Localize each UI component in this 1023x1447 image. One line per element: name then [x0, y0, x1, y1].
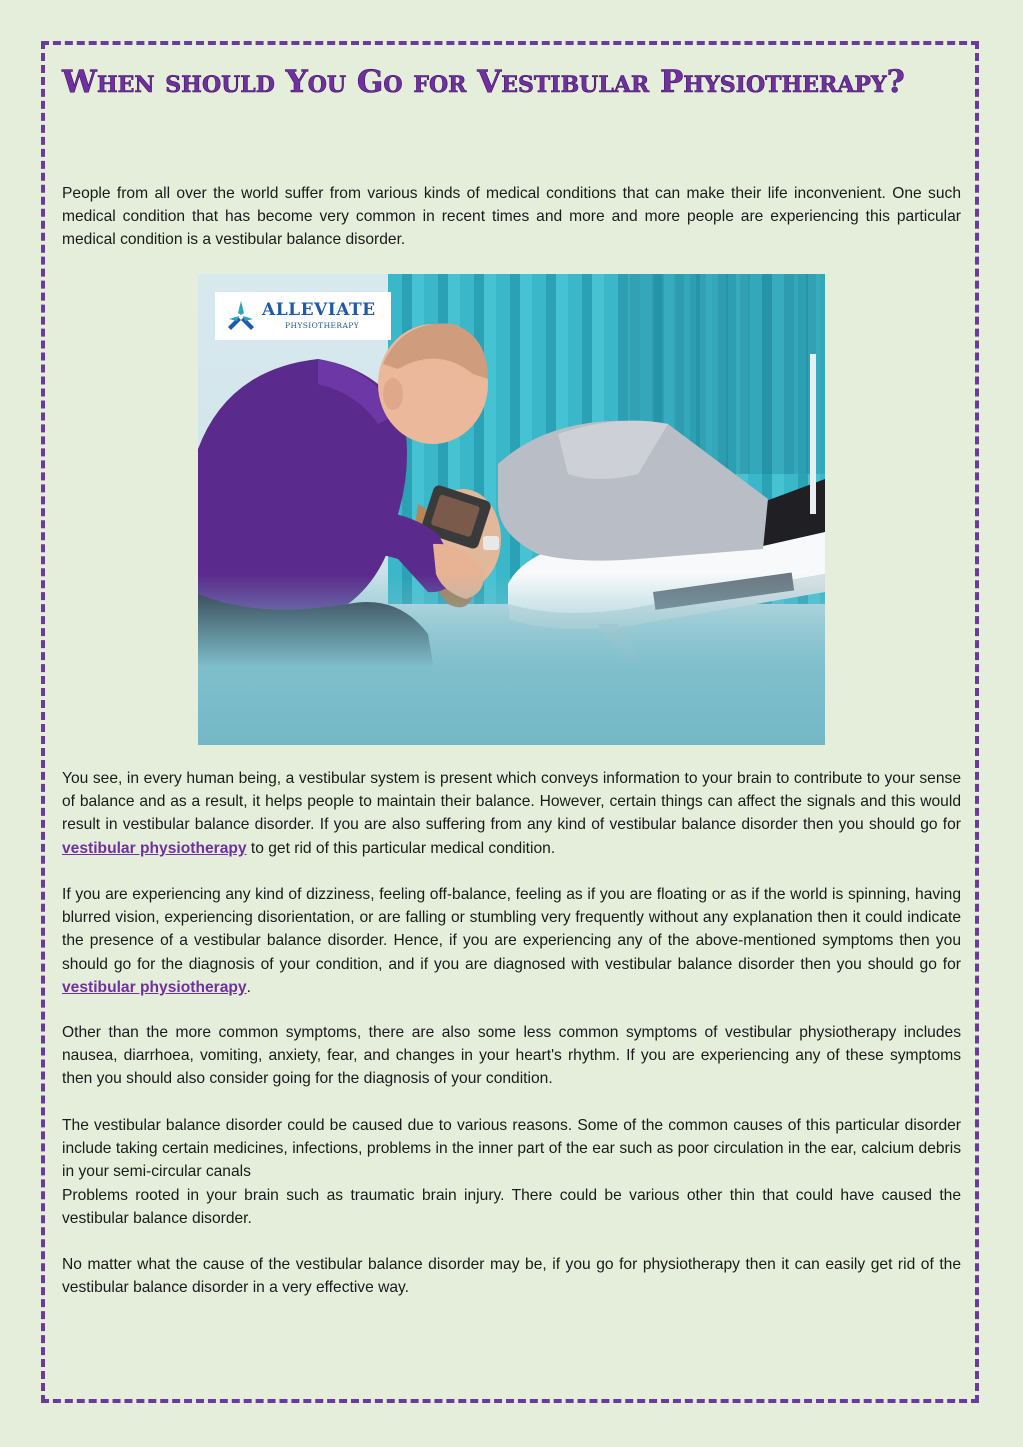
intro-paragraph: People from all over the world suffer from various kinds of medical conditions that can make their life inconvenient. One such medical condition that has become very common in recent times and more and more people are experiencing this particular medical condition is a vestibular balance disorder. — [62, 185, 961, 249]
paragraph-1-text: You see, in every human being, a vestibular system is present which conveys information to your brain to contribute to your sense of balance and as a result, it helps people to maintain their balance. However, certain things can affect the signals and this would result in vestibular balance disorder. If you are also suffering from any kind of vestibular balance disorder then you should go for — [62, 770, 961, 834]
paragraph-3: Other than the more common symptoms, there are also some less common symptoms of vestibular physiotherapy includes nausea, diarrhoea, vomiting, anxiety, fear, and changes in your heart's rhythm. If you are experiencing any of these symptoms then you should also consider going for the diagnosis of your condition. — [62, 1024, 961, 1088]
paragraph-4-brain: Problems rooted in your brain such as traumatic brain injury. There could be various other thin that could have caused the vestibular balance disorder. — [62, 1186, 961, 1227]
paragraph-5: No matter what the cause of the vestibular balance disorder may be, if you go for physiotherapy then it can easily get rid of the vestibular balance disorder in a very effective way. — [62, 1256, 961, 1297]
alleviate-logo — [215, 292, 391, 340]
paragraph-2-text: If you are experiencing any kind of dizziness, feeling off-balance, feeling as if you are floating or as if the world is spinning, having blurred vision, experiencing disorientation, or are falling or stumbling very frequently without any explanation then it could indicate the presence of a vestibular balance disorder. Hence, if you are experiencing any of the above-mentioned symptoms then you should go for the diagnosis of your condition, and if you are diagnosed with vestibular balance disorder then you should go for — [62, 886, 961, 973]
paragraph-1-end: to get rid of this particular medical condition. — [246, 839, 556, 857]
logo-subtitle: PHYSIOTHERAPY — [285, 321, 360, 330]
vestibular-physiotherapy-link-2[interactable]: vestibular physiotherapy — [62, 978, 247, 996]
photo-fade — [198, 574, 825, 745]
page-title: When should You Go for Vestibular Physiotherapy? — [62, 64, 905, 100]
therapy-photo — [198, 274, 825, 745]
logo-name: ALLEVIATE — [262, 300, 376, 320]
paragraph-1 — [62, 767, 961, 860]
paragraph-4-causes: The vestibular balance disorder could be caused due to various reasons. Some of the common causes of this particular disorder include taking certain medicines, infections, problems in the inner part of the ear such as poor circulation in the ear, calcium debris in your semi-circular canals — [62, 1117, 961, 1181]
vestibular-physiotherapy-link-1[interactable]: vestibular physiotherapy — [62, 839, 247, 857]
paragraph-4 — [62, 1114, 961, 1230]
logo-mark-icon — [225, 299, 257, 333]
paragraph-2-end: . — [246, 978, 251, 996]
paragraph-2 — [62, 883, 961, 999]
